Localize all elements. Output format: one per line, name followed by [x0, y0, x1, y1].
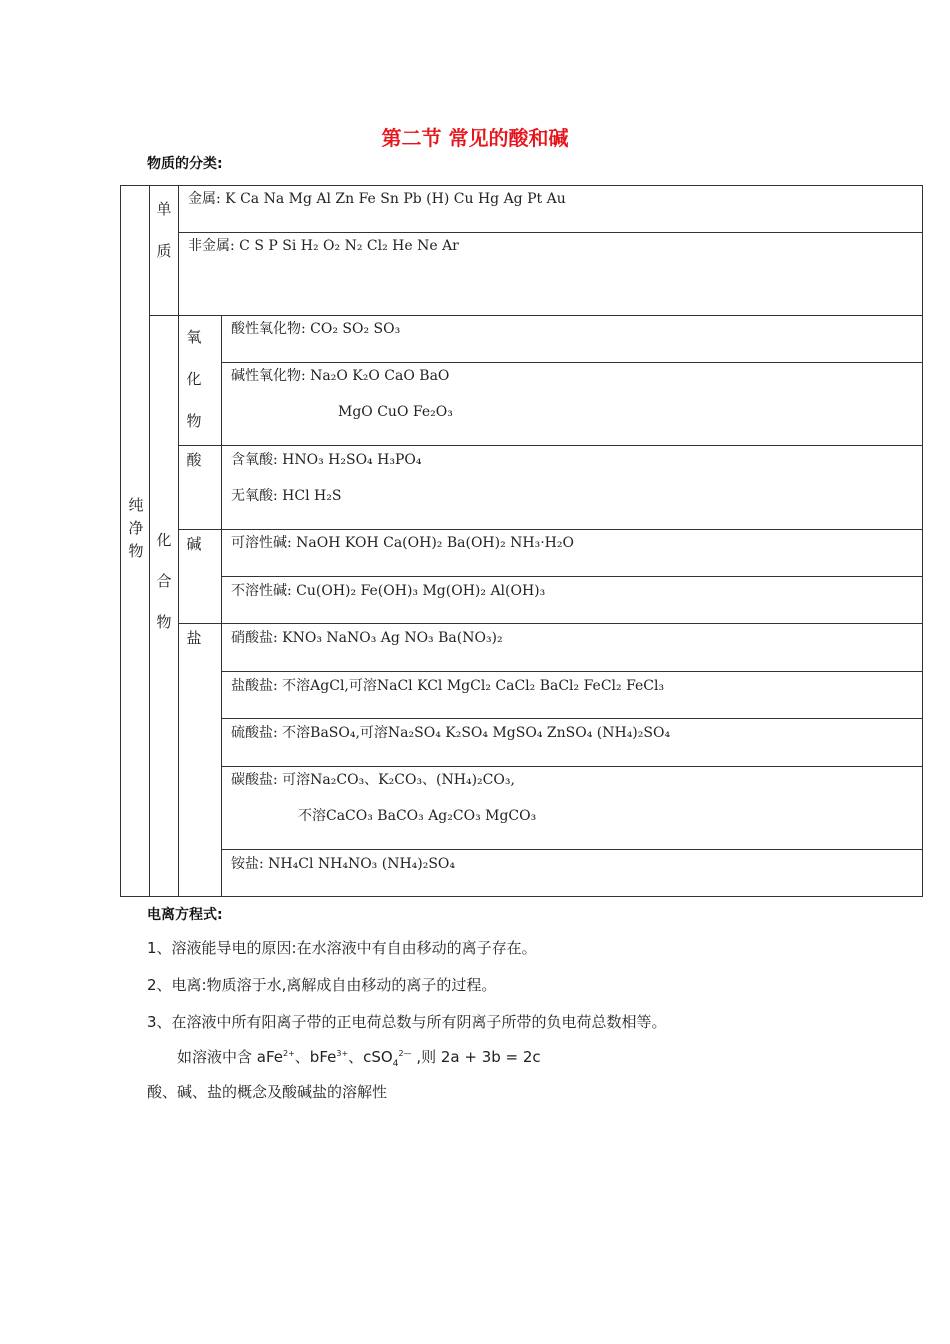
- basic-oxide-row-continued: MgO CuO Fe₂O₃: [338, 404, 453, 420]
- carbonate-row-continued: 不溶CaCO₃ BaCO₃ Ag₂CO₃ MgCO₃: [298, 808, 537, 824]
- row-divider: [221, 362, 923, 363]
- table-border-top: [120, 185, 923, 186]
- ammonium-row: 铵盐: NH₄Cl NH₄NO₃ (NH₄)₂SO₄: [231, 856, 456, 872]
- anoxyacid-row: 无氧酸: HCl H₂S: [231, 488, 342, 504]
- salt-label: 盐: [186, 629, 202, 647]
- column-divider: [178, 185, 179, 315]
- table-border-bottom: [120, 896, 923, 897]
- row-divider: [221, 576, 923, 577]
- element-label: 单 质: [156, 200, 172, 260]
- oxide-label: 氧 化 物: [186, 328, 202, 430]
- row-divider: [149, 315, 923, 316]
- classification-heading: 物质的分类:: [147, 156, 223, 172]
- row-divider: [178, 529, 923, 530]
- row-divider: [221, 849, 923, 850]
- ionization-heading: 电离方程式:: [147, 907, 223, 923]
- sulfate-row: 硫酸盐: 不溶BaSO₄,可溶Na₂SO₄ K₂SO₄ MgSO₄ ZnSO₄ (NH₄)₂SO₄: [231, 725, 671, 741]
- row-divider: [178, 623, 923, 624]
- closing-line: 酸、碱、盐的概念及酸碱盐的溶解性: [147, 1083, 388, 1101]
- oxyacid-row: 含氧酸: HNO₃ H₂SO₄ H₃PO₄: [231, 452, 422, 468]
- paragraph-1: 1、溶液能导电的原因:在水溶液中有自由移动的离子存在。: [147, 939, 537, 957]
- column-divider: [149, 185, 150, 897]
- table-border-right: [922, 185, 923, 897]
- carbonate-row: 碳酸盐: 可溶Na₂CO₃、K₂CO₃、(NH₄)₂CO₃,: [231, 772, 515, 788]
- pure-substance-label: 纯 净 物: [128, 496, 144, 560]
- acidic-oxide-row: 酸性氧化物: CO₂ SO₂ SO₃: [231, 321, 401, 337]
- chloride-row: 盐酸盐: 不溶AgCl,可溶NaCl KCl MgCl₂ CaCl₂ BaCl₂ FeCl₂ FeCl₃: [231, 678, 665, 694]
- row-divider: [178, 232, 923, 233]
- acid-label: 酸: [186, 451, 202, 469]
- base-label: 碱: [186, 535, 202, 553]
- column-divider: [221, 315, 222, 897]
- nonmetal-row: 非金属: C S P Si H₂ O₂ N₂ Cl₂ He Ne Ar: [188, 238, 459, 254]
- insoluble-base-row: 不溶性碱: Cu(OH)₂ Fe(OH)₃ Mg(OH)₂ Al(OH)₃: [231, 583, 546, 599]
- metal-row: 金属: K Ca Na Mg Al Zn Fe Sn Pb (H) Cu Hg Ag Pt Au: [188, 191, 566, 207]
- row-divider: [178, 445, 923, 446]
- soluble-base-row: 可溶性碱: NaOH KOH Ca(OH)₂ Ba(OH)₂ NH₃·H₂O: [231, 535, 574, 551]
- table-border-left: [120, 185, 121, 897]
- column-divider: [178, 315, 179, 897]
- paragraph-2: 2、电离:物质溶于水,离解成自由移动的离子的过程。: [147, 976, 497, 994]
- example-line: 如溶液中含 aFe$^{2+}$、bFe$^{3+}$、cSO$_4^{2—}$ ,则 2a + 3b = 2c: [177, 1048, 541, 1069]
- basic-oxide-row: 碱性氧化物: Na₂O K₂O CaO BaO: [231, 368, 450, 384]
- nitrate-row: 硝酸盐: KNO₃ NaNO₃ Ag NO₃ Ba(NO₃)₂: [231, 630, 503, 646]
- row-divider: [221, 718, 923, 719]
- row-divider: [221, 766, 923, 767]
- row-divider: [221, 671, 923, 672]
- compound-label: 化 合 物: [156, 531, 172, 631]
- page-title: 第二节 常见的酸和碱: [381, 126, 569, 150]
- paragraph-3: 3、在溶液中所有阳离子带的正电荷总数与所有阴离子所带的负电荷总数相等。: [147, 1013, 667, 1031]
